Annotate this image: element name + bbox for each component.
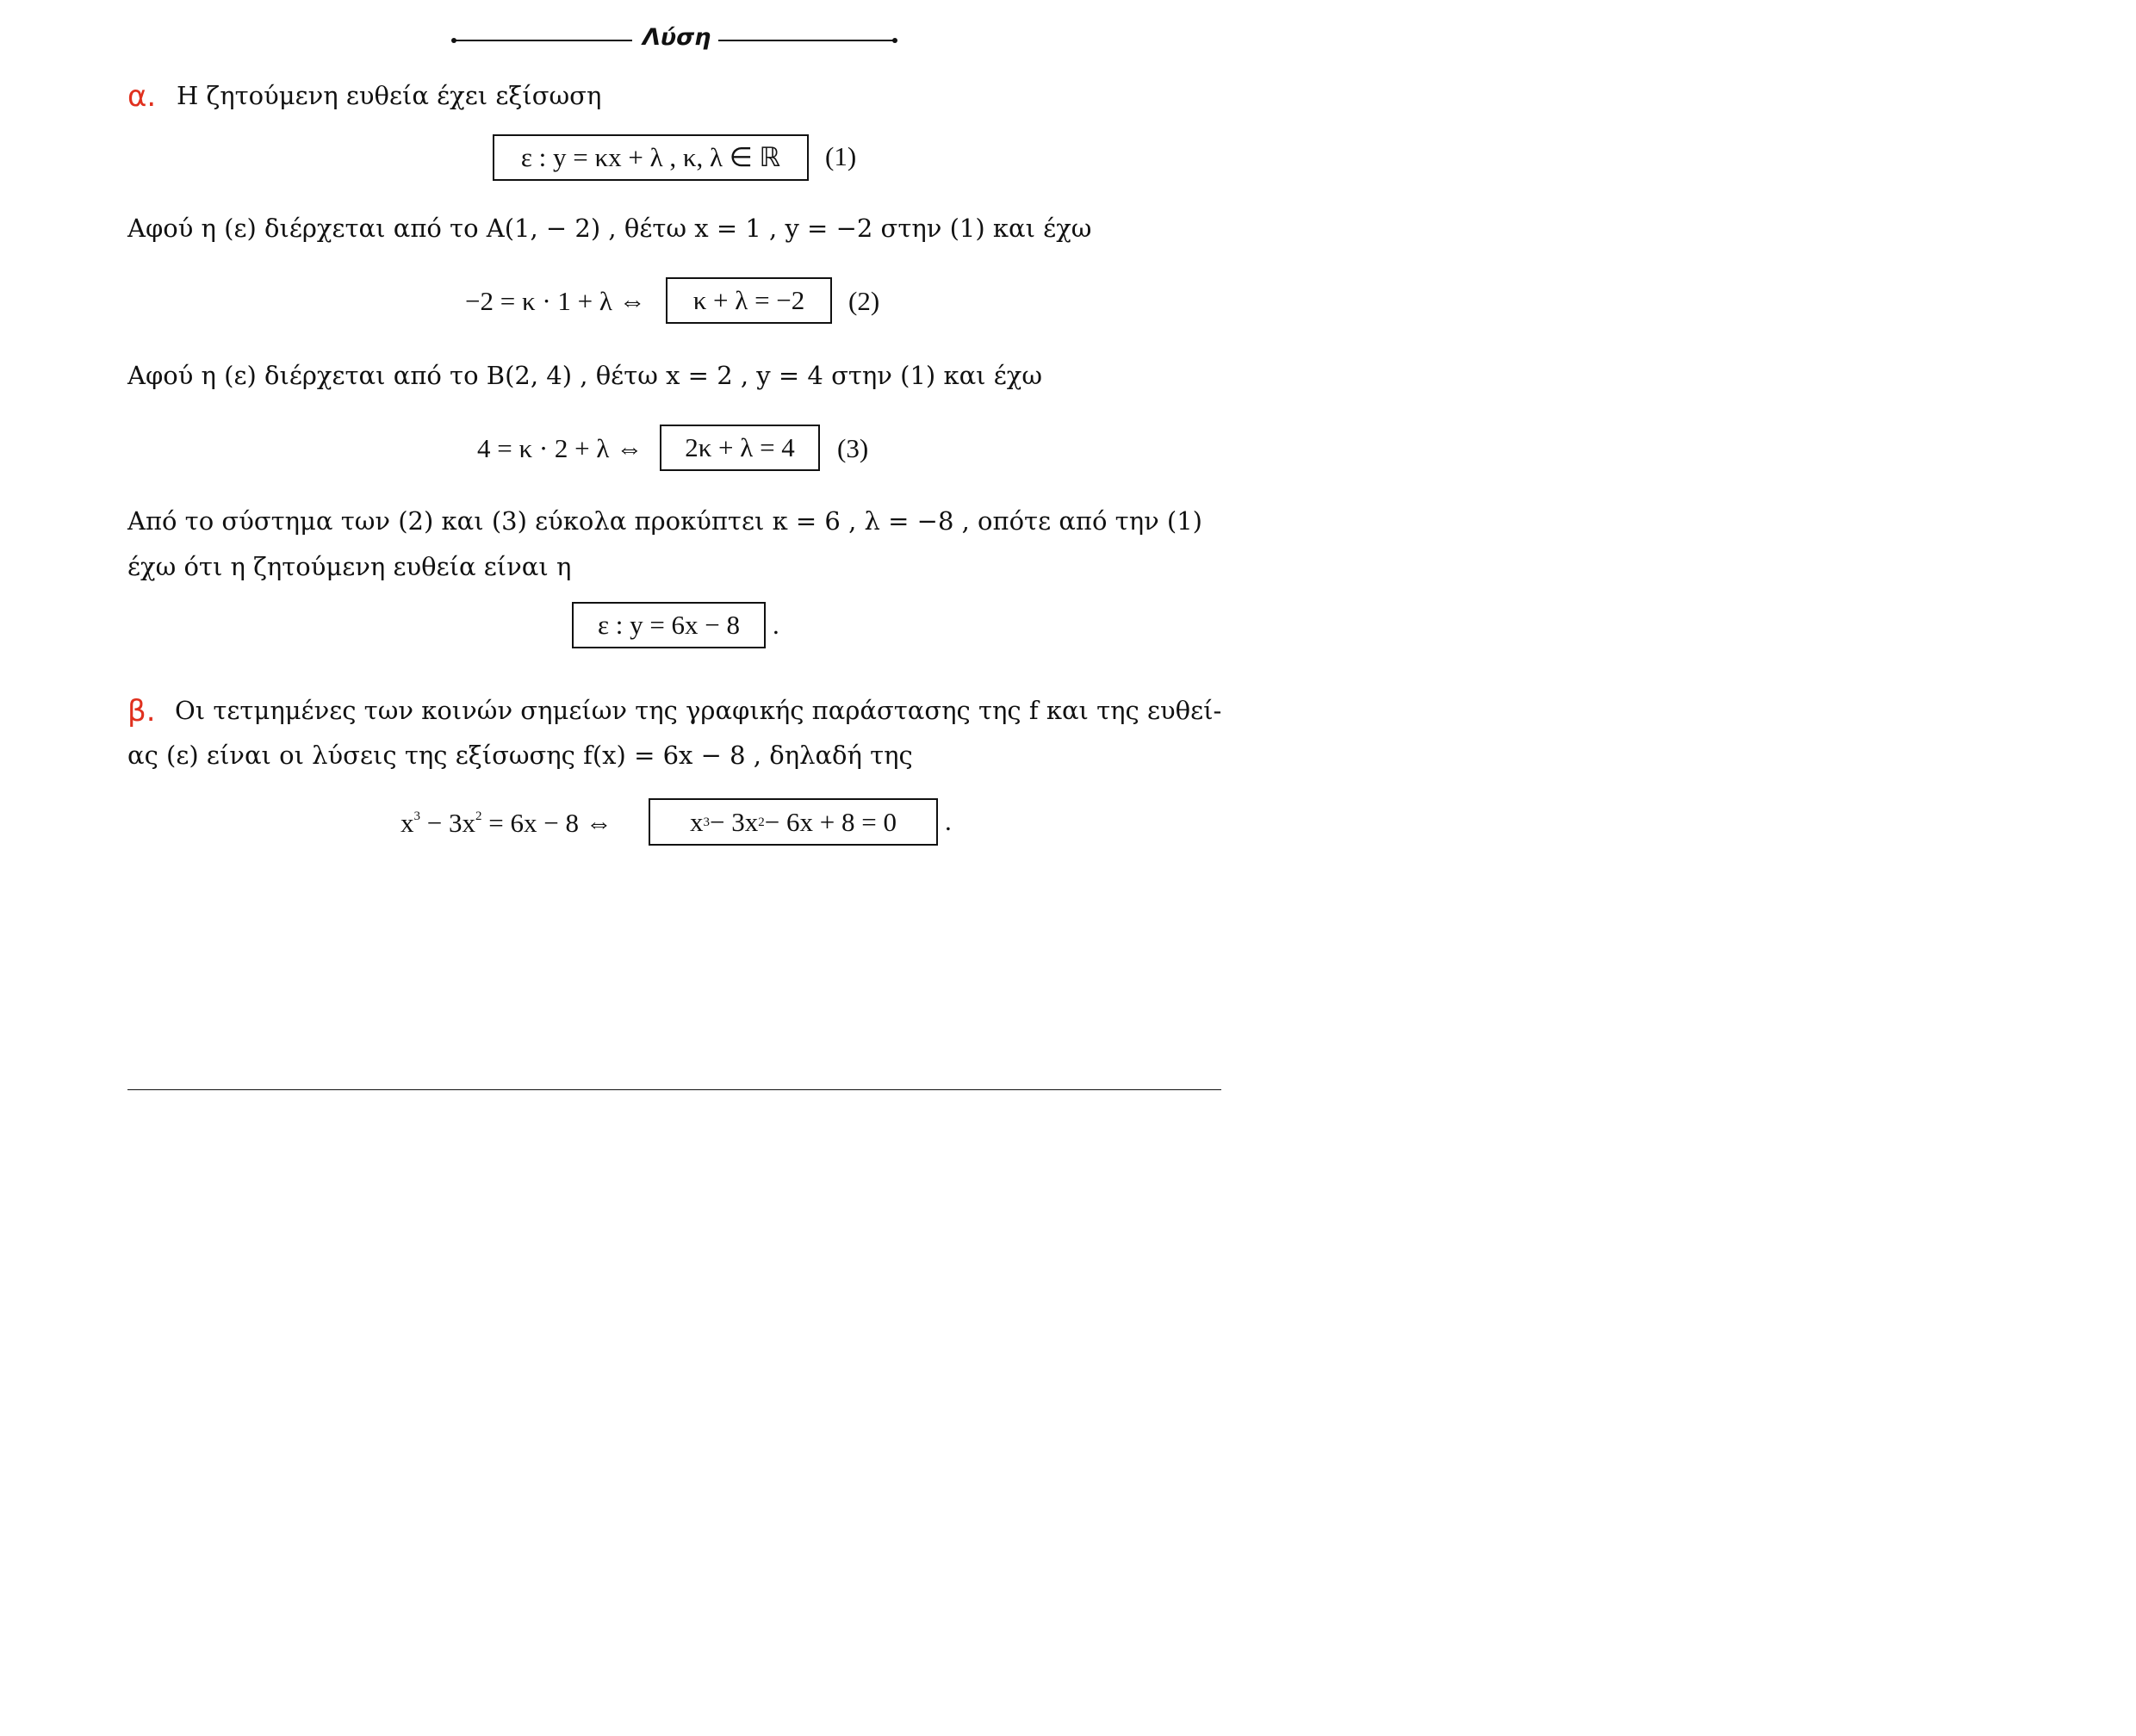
cubic-box-x: x xyxy=(690,806,704,837)
cubic-left-rest: = 6x − 8 ⇔ xyxy=(481,808,612,838)
part-b-line-1: Οι τετμημένες των κοινών σημείων της γραφικής παράστασης της f και της ευθεί- xyxy=(175,696,1222,725)
equation-1-box: ε : y = κx + λ , κ, λ ∈ ℝ xyxy=(493,134,809,181)
cubic-left-term-2: − 3x xyxy=(420,808,475,838)
page-title: Λύση xyxy=(643,24,711,51)
cubic-equation-left xyxy=(400,808,612,839)
cubic-equation-box: x 3 − 3x 2 − 6x + 8 = 0 xyxy=(649,798,938,846)
point-b-sentence: Αφού η (ε) διέρχεται από το B(2, 4) , θέτω x = 2 , y = 4 στην (1) και έχω xyxy=(127,361,1042,390)
header-right-dot xyxy=(892,38,897,43)
equation-2-tag: (2) xyxy=(848,286,880,316)
cubic-left-exp-2: 2 xyxy=(475,809,482,823)
part-a-label: α. xyxy=(127,79,157,114)
equation-3-left: 4 = κ · 2 + λ ⇔ xyxy=(477,433,643,463)
cubic-left-exp-3: 3 xyxy=(413,809,420,823)
cubic-box-term-2: − 3x xyxy=(710,806,759,837)
header-left-rule xyxy=(454,40,632,41)
equation-1-tag: (1) xyxy=(825,141,857,171)
cubic-equation-period: . xyxy=(945,806,952,836)
point-a-sentence: Αφού η (ε) διέρχεται από το A(1, − 2) , θέτω x = 1 , y = −2 στην (1) και έχω xyxy=(127,214,1092,243)
cubic-left-x: x xyxy=(400,808,414,838)
part-a-intro: Η ζητούμενη ευθεία έχει εξίσωση xyxy=(177,81,602,110)
equation-3-tag: (3) xyxy=(837,433,869,463)
footer-rule xyxy=(127,1089,1221,1090)
header-right-rule xyxy=(718,40,895,41)
result-equation-box: ε : y = 6x − 8 xyxy=(572,602,766,648)
part-b-line-2: ας (ε) είναι οι λύσεις της εξίσωσης f(x) = 6x − 8 , δηλαδή της xyxy=(127,741,913,770)
system-sentence-line-2: έχω ότι η ζητούμενη ευθεία είναι η xyxy=(127,552,572,581)
equation-3-box: 2κ + λ = 4 xyxy=(660,425,820,471)
system-sentence-line-1: Από το σύστημα των (2) και (3) εύκολα προκύπτει κ = 6 , λ = −8 , οπότε από την (1) xyxy=(127,506,1202,536)
cubic-box-rest: − 6x + 8 = 0 xyxy=(764,806,897,837)
equation-2-box: κ + λ = −2 xyxy=(666,277,832,324)
part-b-label: β. xyxy=(127,694,156,728)
equation-2-left: −2 = κ · 1 + λ ⇔ xyxy=(465,286,646,316)
result-equation-period: . xyxy=(773,610,779,640)
